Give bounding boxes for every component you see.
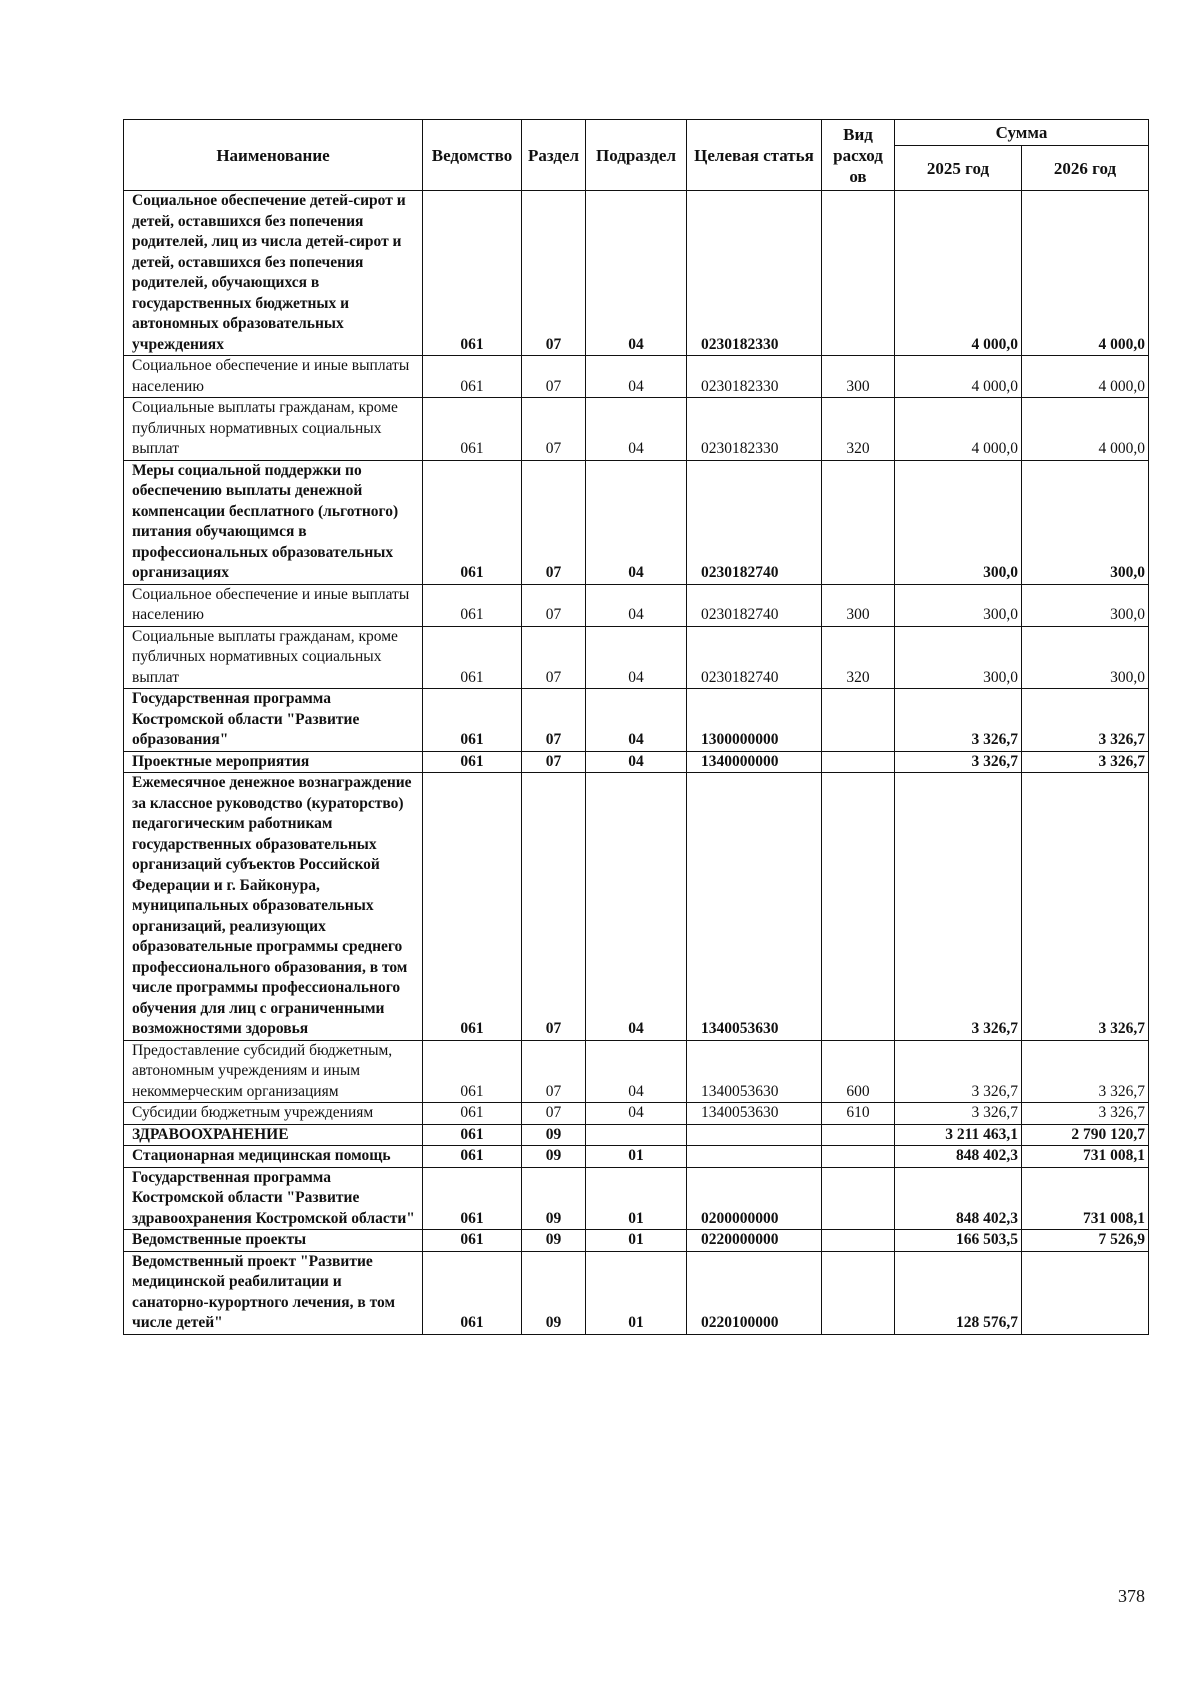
cell-dept: 061 (423, 356, 522, 398)
cell-subsection: 04 (586, 191, 687, 356)
col-header-target: Целевая статья (687, 120, 822, 191)
cell-target: 0230182330 (687, 398, 822, 461)
cell-dept: 061 (423, 1167, 522, 1230)
cell-expense-type (822, 1251, 895, 1334)
cell-section: 07 (522, 584, 586, 626)
cell-dept: 061 (423, 1124, 522, 1146)
cell-dept: 061 (423, 689, 522, 752)
cell-expense-type (822, 1230, 895, 1252)
col-header-dept: Ведомство (423, 120, 522, 191)
cell-sum-2025: 3 326,7 (895, 689, 1022, 752)
cell-dept: 061 (423, 1103, 522, 1125)
cell-dept: 061 (423, 584, 522, 626)
table-body (124, 191, 1149, 1335)
cell-expense-type (822, 460, 895, 584)
cell-sum-2025: 848 402,3 (895, 1167, 1022, 1230)
cell-subsection: 04 (586, 460, 687, 584)
cell-sum-2025: 3 326,7 (895, 1040, 1022, 1103)
cell-sum-2026: 3 326,7 (1022, 689, 1149, 752)
cell-target: 0220000000 (687, 1230, 822, 1252)
cell-subsection: 04 (586, 356, 687, 398)
table-row (124, 460, 1149, 584)
cell-expense-type (822, 1146, 895, 1168)
table-row (124, 1146, 1149, 1168)
table-row (124, 751, 1149, 773)
cell-sum-2026: 3 326,7 (1022, 1103, 1149, 1125)
cell-dept: 061 (423, 1040, 522, 1103)
cell-sum-2025: 4 000,0 (895, 398, 1022, 461)
cell-sum-2026: 4 000,0 (1022, 191, 1149, 356)
cell-name: Меры социальной поддержки по обеспечению выплаты денежной компенсации бесплатного (льготного) питания обучающимся в профессиональных образовательных организациях (124, 460, 423, 584)
cell-target: 0220100000 (687, 1251, 822, 1334)
cell-name: Ведомственный проект "Развитие медицинской реабилитации и санаторно-курортного лечения, в том числе детей" (124, 1251, 423, 1334)
cell-subsection: 01 (586, 1251, 687, 1334)
cell-dept: 061 (423, 751, 522, 773)
cell-section: 09 (522, 1230, 586, 1252)
cell-name: Социальные выплаты гражданам, кроме публичных нормативных социальных выплат (124, 626, 423, 689)
cell-name: Государственная программа Костромской области "Развитие образования" (124, 689, 423, 752)
table-row (124, 626, 1149, 689)
cell-expense-type: 320 (822, 626, 895, 689)
cell-section: 07 (522, 773, 586, 1041)
table-row (124, 356, 1149, 398)
header-row-1 (124, 120, 1149, 146)
cell-target: 1340000000 (687, 751, 822, 773)
cell-dept: 061 (423, 191, 522, 356)
cell-name: Ежемесячное денежное вознаграждение за классное руководство (кураторство) педагогическим работникам государственных образовательных организаций субъектов Российской Федерации и г. Байконура, муниципальных образовательных организаций, реализующих образовательные программы среднего профессионального образования, в том числе программы профессионального обучения для лиц с ограниченными возможностями здоровья (124, 773, 423, 1041)
col-header-name: Наименование (124, 120, 423, 191)
cell-dept: 061 (423, 626, 522, 689)
cell-subsection: 01 (586, 1146, 687, 1168)
cell-section: 07 (522, 1103, 586, 1125)
cell-dept: 061 (423, 773, 522, 1041)
cell-target: 0230182740 (687, 584, 822, 626)
cell-subsection: 01 (586, 1167, 687, 1230)
cell-dept: 061 (423, 398, 522, 461)
col-header-sum: Сумма (895, 120, 1149, 146)
cell-sum-2025: 3 326,7 (895, 773, 1022, 1041)
cell-name: Социальное обеспечение детей-сирот и детей, оставшихся без попечения родителей, лиц из числа детей-сирот и детей, оставшихся без попечения родителей, обучающихся в государственных бюджетных и автономных образовательных учреждениях (124, 191, 423, 356)
cell-target: 1340053630 (687, 773, 822, 1041)
cell-expense-type (822, 1167, 895, 1230)
cell-sum-2026: 300,0 (1022, 460, 1149, 584)
cell-target: 1340053630 (687, 1103, 822, 1125)
cell-sum-2026: 300,0 (1022, 584, 1149, 626)
cell-sum-2025: 4 000,0 (895, 356, 1022, 398)
cell-section: 07 (522, 398, 586, 461)
cell-expense-type: 300 (822, 356, 895, 398)
cell-subsection: 04 (586, 584, 687, 626)
table-row (124, 1251, 1149, 1334)
cell-sum-2025: 128 576,7 (895, 1251, 1022, 1334)
table-row (124, 191, 1149, 356)
cell-sum-2026: 7 526,9 (1022, 1230, 1149, 1252)
cell-sum-2026: 3 326,7 (1022, 1040, 1149, 1103)
col-header-year-2025: 2025 год (895, 146, 1022, 191)
cell-section: 07 (522, 751, 586, 773)
cell-name: Субсидии бюджетным учреждениям (124, 1103, 423, 1125)
cell-subsection (586, 1124, 687, 1146)
cell-sum-2025: 300,0 (895, 584, 1022, 626)
cell-dept: 061 (423, 1230, 522, 1252)
cell-sum-2026: 3 326,7 (1022, 751, 1149, 773)
table-row (124, 1167, 1149, 1230)
cell-subsection: 04 (586, 689, 687, 752)
cell-sum-2026 (1022, 1251, 1149, 1334)
cell-expense-type (822, 773, 895, 1041)
budget-table (123, 119, 1149, 1335)
cell-section: 07 (522, 1040, 586, 1103)
cell-name: ЗДРАВООХРАНЕНИЕ (124, 1124, 423, 1146)
cell-subsection: 04 (586, 398, 687, 461)
cell-target: 1340053630 (687, 1040, 822, 1103)
cell-sum-2025: 166 503,5 (895, 1230, 1022, 1252)
cell-target: 0200000000 (687, 1167, 822, 1230)
cell-name: Социальное обеспечение и иные выплаты населению (124, 584, 423, 626)
cell-section: 09 (522, 1124, 586, 1146)
cell-sum-2025: 300,0 (895, 460, 1022, 584)
cell-sum-2025: 300,0 (895, 626, 1022, 689)
cell-target: 0230182740 (687, 626, 822, 689)
cell-section: 09 (522, 1251, 586, 1334)
cell-subsection: 04 (586, 751, 687, 773)
cell-dept: 061 (423, 1146, 522, 1168)
table-row (124, 584, 1149, 626)
cell-sum-2026: 4 000,0 (1022, 398, 1149, 461)
cell-name: Государственная программа Костромской области "Развитие здравоохранения Костромской области" (124, 1167, 423, 1230)
cell-section: 07 (522, 356, 586, 398)
cell-target (687, 1124, 822, 1146)
table-row (124, 1103, 1149, 1125)
cell-expense-type: 300 (822, 584, 895, 626)
cell-section: 07 (522, 626, 586, 689)
col-header-expense-type: Вид расход ов (822, 120, 895, 191)
cell-sum-2026: 300,0 (1022, 626, 1149, 689)
cell-subsection: 01 (586, 1230, 687, 1252)
cell-sum-2025: 848 402,3 (895, 1146, 1022, 1168)
cell-section: 09 (522, 1167, 586, 1230)
table-row (124, 1230, 1149, 1252)
cell-expense-type: 610 (822, 1103, 895, 1125)
cell-name: Ведомственные проекты (124, 1230, 423, 1252)
col-header-subsection: Подраздел (586, 120, 687, 191)
cell-expense-type (822, 751, 895, 773)
table-row (124, 1040, 1149, 1103)
table-row (124, 1124, 1149, 1146)
cell-name: Социальное обеспечение и иные выплаты населению (124, 356, 423, 398)
cell-dept: 061 (423, 460, 522, 584)
cell-section: 09 (522, 1146, 586, 1168)
col-header-year-2026: 2026 год (1022, 146, 1149, 191)
cell-target (687, 1146, 822, 1168)
cell-sum-2025: 3 326,7 (895, 1103, 1022, 1125)
col-header-section: Раздел (522, 120, 586, 191)
cell-sum-2026: 4 000,0 (1022, 356, 1149, 398)
cell-section: 07 (522, 191, 586, 356)
cell-subsection: 04 (586, 1103, 687, 1125)
cell-section: 07 (522, 689, 586, 752)
cell-target: 0230182740 (687, 460, 822, 584)
cell-sum-2026: 3 326,7 (1022, 773, 1149, 1041)
cell-subsection: 04 (586, 1040, 687, 1103)
cell-sum-2026: 731 008,1 (1022, 1167, 1149, 1230)
cell-name: Предоставление субсидий бюджетным, автономным учреждениям и иным некоммерческим организациям (124, 1040, 423, 1103)
cell-expense-type (822, 689, 895, 752)
cell-sum-2026: 731 008,1 (1022, 1146, 1149, 1168)
cell-sum-2025: 3 326,7 (895, 751, 1022, 773)
cell-name: Стационарная медицинская помощь (124, 1146, 423, 1168)
cell-expense-type: 600 (822, 1040, 895, 1103)
cell-expense-type: 320 (822, 398, 895, 461)
cell-subsection: 04 (586, 773, 687, 1041)
cell-target: 0230182330 (687, 356, 822, 398)
cell-sum-2026: 2 790 120,7 (1022, 1124, 1149, 1146)
cell-name: Проектные мероприятия (124, 751, 423, 773)
cell-target: 0230182330 (687, 191, 822, 356)
cell-section: 07 (522, 460, 586, 584)
cell-name: Социальные выплаты гражданам, кроме публичных нормативных социальных выплат (124, 398, 423, 461)
table-row (124, 773, 1149, 1041)
cell-dept: 061 (423, 1251, 522, 1334)
cell-target: 1300000000 (687, 689, 822, 752)
table-row (124, 398, 1149, 461)
cell-expense-type (822, 191, 895, 356)
cell-sum-2025: 3 211 463,1 (895, 1124, 1022, 1146)
page-number: 378 (1118, 1586, 1145, 1606)
cell-expense-type (822, 1124, 895, 1146)
cell-sum-2025: 4 000,0 (895, 191, 1022, 356)
cell-subsection: 04 (586, 626, 687, 689)
table-row (124, 689, 1149, 752)
